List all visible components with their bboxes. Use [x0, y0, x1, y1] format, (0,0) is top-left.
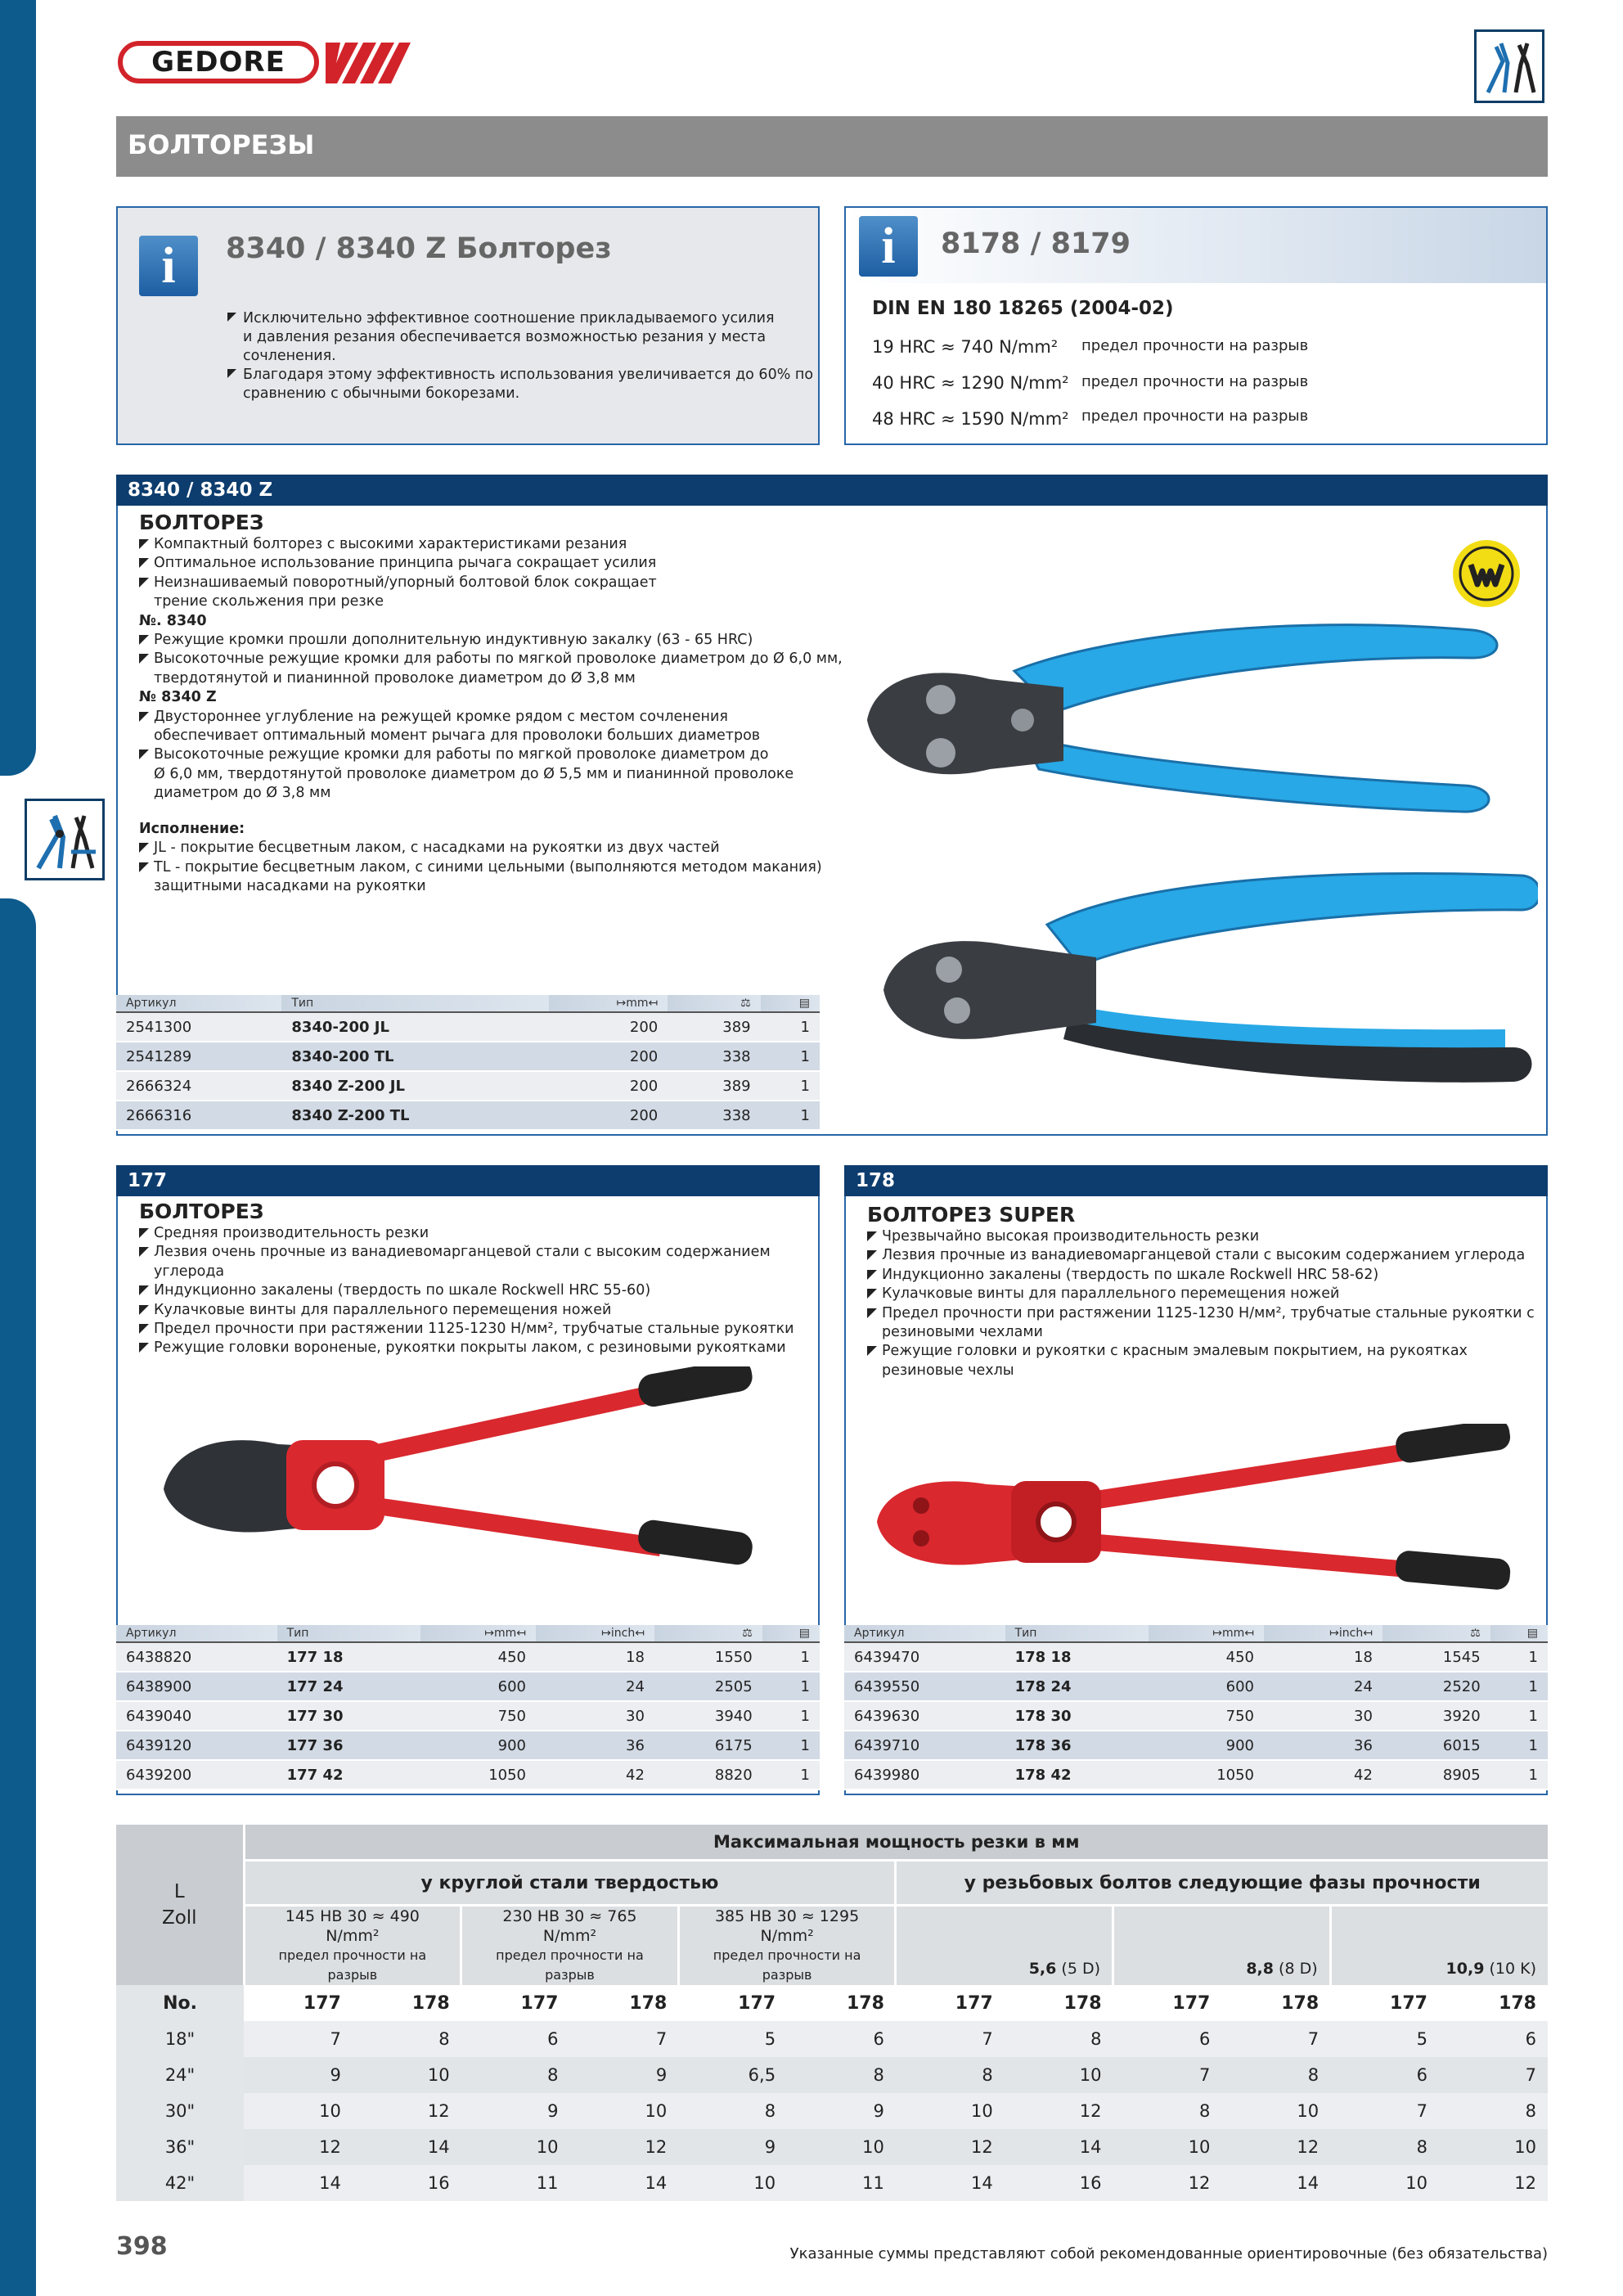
wu-badge-icon — [1453, 540, 1520, 607]
type-code: 177 30 — [277, 1701, 420, 1731]
table-cell: 1 — [761, 1071, 820, 1101]
capacity-value: 8 — [1221, 2057, 1330, 2093]
capacity-value: 12 — [1439, 2165, 1548, 2201]
capacity-value: 11 — [787, 2165, 896, 2201]
column-header: ↦mm↤ — [1149, 1625, 1264, 1642]
table-cell: 36 — [1264, 1731, 1382, 1760]
feature-bullet: Неизнашиваемый поворотный/упорный болтовой блок сокращает — [139, 574, 843, 592]
capacity-value: 14 — [1221, 2165, 1330, 2201]
model-number: 177 — [896, 1985, 1005, 2021]
round-steel-grade: 230 HB 30 ≈ 765 N/mm² предел прочности на разрыв — [461, 1906, 679, 1986]
table-cell: 2520 — [1382, 1672, 1490, 1701]
column-header: Тип — [277, 1625, 420, 1642]
model-number: 177 — [678, 1985, 787, 2021]
length-label: 36" — [116, 2129, 244, 2165]
capacity-value: 14 — [244, 2165, 353, 2201]
type-code: 8340 Z-200 JL — [281, 1071, 549, 1101]
feature-bullet: Режущие головки и рукоятки с красным эмалевым покрытием, на рукоятках — [867, 1342, 1538, 1361]
table-cell: 338 — [668, 1042, 760, 1071]
capacity-value: 8 — [896, 2057, 1005, 2093]
article-number: 6439980 — [844, 1760, 1005, 1790]
table-cell: 1 — [1490, 1672, 1548, 1701]
capacity-value: 6 — [787, 2021, 896, 2057]
feature-bullet: Предел прочности при растяжении 1125-1230 Н/мм², трубчатые стальные рукоятки с — [867, 1304, 1538, 1323]
capacity-value: 5 — [678, 2021, 787, 2057]
table-cell: 42 — [1264, 1760, 1382, 1790]
feature-bullet: Чрезвычайно высокая производительность резки — [867, 1227, 1538, 1246]
type-code: 178 36 — [1005, 1731, 1149, 1760]
capacity-value: 10 — [1221, 2093, 1330, 2129]
type-code: 178 24 — [1005, 1672, 1149, 1701]
table-cell: 1550 — [654, 1642, 762, 1672]
table-row — [844, 1701, 1548, 1731]
table-row — [116, 1071, 820, 1101]
round-steel-grade: 145 HB 30 ≈ 490 N/mm² предел прочности на разрыв — [244, 1906, 461, 1986]
table-cell: 18 — [536, 1642, 654, 1672]
pliers-cutters-icon — [25, 799, 105, 880]
spacer — [139, 804, 843, 820]
table-row — [844, 1642, 1548, 1672]
column-header: ↦mm↤ — [420, 1625, 536, 1642]
capacity-value: 10 — [353, 2057, 461, 2093]
length-label: 30" — [116, 2093, 244, 2129]
capacity-value: 9 — [244, 2057, 353, 2093]
bolt-cutter-177-image — [155, 1366, 777, 1579]
model-number: 178 — [1221, 1985, 1330, 2021]
model-number: 177 — [461, 1985, 570, 2021]
table-cell: 750 — [1149, 1701, 1264, 1731]
length-label: 42" — [116, 2165, 244, 2201]
table-cell: 1 — [1490, 1642, 1548, 1672]
info-title: 8340 / 8340 Z Болторез — [226, 232, 612, 265]
model-number: 177 — [1330, 1985, 1439, 2021]
type-code: 177 24 — [277, 1672, 420, 1701]
column-header: Артикул — [844, 1625, 1005, 1642]
feature-bullet: TL - покрытие бесцветным лаком, с синими цельными (выполняются методом макания) — [139, 858, 843, 877]
model-number: 178 — [353, 1985, 461, 2021]
article-number: 6439200 — [116, 1760, 277, 1790]
table-cell: 30 — [1264, 1701, 1382, 1731]
column-header: ▤ — [762, 1625, 820, 1642]
feature-continuation: резиновые чехлы — [882, 1362, 1014, 1379]
hrc-value: 40 HRC ≈ 1290 N/mm² — [872, 373, 1069, 393]
table-cell: 2505 — [654, 1672, 762, 1701]
table-cell: 36 — [536, 1731, 654, 1760]
feature-continuation: обеспечивает оптимальный момент рычага для проволоки больших диаметров — [154, 727, 761, 745]
capacity-value: 8 — [1439, 2093, 1548, 2129]
table-row — [116, 1012, 820, 1042]
info-title: 8178 / 8179 — [941, 227, 1131, 260]
feature-bullet: Лезвия прочные из ванадиевомарганцевой стали с высоким содержанием углерода — [867, 1246, 1538, 1265]
column-header: ⚖ — [1382, 1625, 1490, 1642]
feature-continuation: диаметром до Ø 3,8 мм — [154, 785, 331, 802]
column-header: Артикул — [116, 995, 281, 1012]
capacity-value: 9 — [678, 2129, 787, 2165]
type-code: 178 42 — [1005, 1760, 1149, 1790]
table-cell: 338 — [668, 1101, 760, 1130]
cutting-capacity-table — [116, 1825, 1548, 2201]
article-number: 6438820 — [116, 1642, 277, 1672]
capacity-value: 8 — [1005, 2021, 1113, 2057]
article-number: 2666324 — [116, 1071, 281, 1101]
length-header: L Zoll — [116, 1825, 244, 1985]
table-cell: 450 — [1149, 1642, 1264, 1672]
table-cell: 1 — [762, 1642, 820, 1672]
feature-subheading: Исполнение: — [139, 820, 245, 837]
feature-list-178 — [867, 1227, 1538, 1380]
info-icon: i — [139, 236, 198, 296]
feature-continuation: защитными насадками на рукоятки — [154, 877, 426, 894]
table-row — [116, 1701, 820, 1731]
article-number: 6439630 — [844, 1701, 1005, 1731]
capacity-value: 8 — [1113, 2093, 1222, 2129]
table-row — [116, 1731, 820, 1760]
capacity-value: 9 — [461, 2093, 570, 2129]
bolt-strength-class: 10,9 (10 K) — [1330, 1906, 1548, 1986]
table-177 — [116, 1625, 820, 1790]
type-code: 8340-200 JL — [281, 1012, 549, 1042]
category-banner: БОЛТОРЕЗЫ — [116, 116, 1548, 177]
capacity-value: 7 — [1221, 2021, 1330, 2057]
table-cell: 30 — [536, 1701, 654, 1731]
type-code: 177 36 — [277, 1731, 420, 1760]
column-header: ⚖ — [668, 995, 760, 1012]
table-cell: 8905 — [1382, 1760, 1490, 1790]
table-cell: 1050 — [420, 1760, 536, 1790]
feature-bullet: Кулачковые винты для параллельного перемещения ножей — [867, 1285, 1538, 1303]
table-cell: 24 — [536, 1672, 654, 1701]
feature-bullet: Индукционно закалены (твердость по шкале Rockwell HRC 58-62) — [867, 1266, 1538, 1285]
table-cell: 1 — [1490, 1760, 1548, 1790]
bolt-strength-class: 8,8 (8 D) — [1113, 1906, 1331, 1986]
table-cell: 900 — [1149, 1731, 1264, 1760]
bolt-cutter-8340-image — [851, 622, 1538, 1113]
round-steel-grade: 385 HB 30 ≈ 1295 N/mm² предел прочности на разрыв — [678, 1906, 896, 1986]
capacity-value: 5 — [1330, 2021, 1439, 2057]
article-number: 6439120 — [116, 1731, 277, 1760]
capacity-value: 10 — [461, 2129, 570, 2165]
gedore-logo: GEDORE — [118, 41, 319, 83]
feature-bullet: Оптимальное использование принципа рычага сокращает усилия — [139, 554, 843, 573]
table-cell: 42 — [536, 1760, 654, 1790]
capacity-value: 9 — [787, 2093, 896, 2129]
article-number: 6439710 — [844, 1731, 1005, 1760]
table-cell: 1 — [1490, 1701, 1548, 1731]
feature-bullet: Лезвия очень прочные из ванадиевомарганцевой стали с высоким содержанием углерода — [139, 1243, 810, 1281]
header-tools-icon — [1474, 29, 1544, 103]
table-cell: 1 — [761, 1012, 820, 1042]
table-cell: 200 — [549, 1101, 668, 1130]
table-cell: 8820 — [654, 1760, 762, 1790]
capacity-value: 6 — [1113, 2021, 1222, 2057]
feature-bullet: Режущие кромки прошли дополнительную индуктивную закалку (63 - 65 HRC) — [139, 631, 843, 650]
table-cell: 1 — [1490, 1731, 1548, 1760]
article-number: 6438900 — [116, 1672, 277, 1701]
footer-note: Указанные суммы представляют собой рекомендованные ориентировочные (без обязательства) — [789, 2245, 1548, 2262]
feature-bullet: Индукционно закалены (твердость по шкале Rockwell HRC 55-60) — [139, 1281, 810, 1300]
svg-text:GEDORE: GEDORE — [422, 1393, 501, 1428]
capacity-value: 12 — [1221, 2129, 1330, 2165]
table-cell: 389 — [668, 1071, 760, 1101]
capacity-value: 10 — [244, 2093, 353, 2129]
column-header: ↦inch↤ — [536, 1625, 654, 1642]
capacity-row — [116, 2129, 1548, 2165]
capacity-row — [116, 2165, 1548, 2201]
column-header: ↦mm↤ — [549, 995, 668, 1012]
capacity-value: 6 — [1439, 2021, 1548, 2057]
feature-bullet: Высокоточные режущие кромки для работы по мягкой проволоке диаметром до — [139, 745, 843, 764]
capacity-value: 11 — [461, 2165, 570, 2201]
feature-subheading: №. 8340 — [139, 612, 207, 629]
table-cell: 1 — [761, 1101, 820, 1130]
table-cell: 1 — [762, 1731, 820, 1760]
model-number: 178 — [569, 1985, 678, 2021]
table-row — [844, 1731, 1548, 1760]
capacity-value: 14 — [896, 2165, 1005, 2201]
logo-stripes-icon — [326, 39, 411, 87]
capacity-value: 16 — [1005, 2165, 1113, 2201]
table-row — [844, 1672, 1548, 1701]
feature-bullet: JL - покрытие бесцветным лаком, с насадками на рукоятки из двух частей — [139, 839, 843, 858]
model-number: 178 — [787, 1985, 896, 2021]
hrc-value: 48 HRC ≈ 1590 N/mm² — [872, 409, 1069, 429]
capacity-value: 7 — [896, 2021, 1005, 2057]
table-cell: 750 — [420, 1701, 536, 1731]
table-cell: 24 — [1264, 1672, 1382, 1701]
table-cell: 3920 — [1382, 1701, 1490, 1731]
table-cell: 200 — [549, 1012, 668, 1042]
capacity-value: 12 — [244, 2129, 353, 2165]
model-number: 178 — [1439, 1985, 1548, 2021]
capacity-value: 8 — [353, 2021, 461, 2057]
table-row — [116, 1642, 820, 1672]
capacity-value: 10 — [1113, 2129, 1222, 2165]
info-icon: i — [859, 216, 918, 277]
capacity-value: 10 — [1439, 2129, 1548, 2165]
left-spine-bottom — [0, 898, 36, 2296]
capacity-value: 16 — [353, 2165, 461, 2201]
capacity-value: 10 — [1330, 2165, 1439, 2201]
article-number: 2541289 — [116, 1042, 281, 1071]
table-cell: 1 — [762, 1672, 820, 1701]
capacity-row — [116, 2021, 1548, 2057]
capacity-value: 12 — [569, 2129, 678, 2165]
feature-continuation: Ø 6,0 мм, твердотянутой проволоке диаметром до Ø 5,5 мм и пианинной проволоке — [154, 765, 794, 782]
capacity-title: Максимальная мощность резки в мм — [244, 1825, 1548, 1861]
capacity-value: 9 — [569, 2057, 678, 2093]
table-8340 — [116, 995, 820, 1131]
product-title: БОЛТОРЕЗ — [139, 1200, 264, 1223]
feature-bullet: Режущие головки вороненые, рукоятки покрыты лаком, с резиновыми рукоятками — [139, 1339, 810, 1357]
model-number: 177 — [1113, 1985, 1222, 2021]
length-label: 24" — [116, 2057, 244, 2093]
table-cell: 3940 — [654, 1701, 762, 1731]
column-header: Тип — [281, 995, 549, 1012]
capacity-value: 7 — [244, 2021, 353, 2057]
feature-bullet: Кулачковые винты для параллельного перемещения ножей — [139, 1301, 810, 1320]
column-header: ▤ — [761, 995, 820, 1012]
capacity-value: 10 — [1005, 2057, 1113, 2093]
left-spine-top — [0, 0, 36, 776]
bolt-strength-class: 5,6 (5 D) — [896, 1906, 1113, 1986]
type-code: 8340-200 TL — [281, 1042, 549, 1071]
table-cell: 1 — [762, 1701, 820, 1731]
capacity-value: 6 — [1330, 2057, 1439, 2093]
model-number: 178 — [1005, 1985, 1113, 2021]
table-cell: 200 — [549, 1071, 668, 1101]
hrc-note: предел прочности на разрыв — [1081, 373, 1309, 390]
group-round-steel: у круглой стали твердостью — [244, 1861, 896, 1906]
table-cell: 1050 — [1149, 1760, 1264, 1790]
feature-bullet: Компактный болторез с высокими характеристиками резания — [139, 535, 843, 554]
article-number: 2541300 — [116, 1012, 281, 1042]
column-header: Артикул — [116, 1625, 277, 1642]
column-header: Тип — [1005, 1625, 1149, 1642]
product-title: БОЛТОРЕЗ SUPER — [867, 1203, 1076, 1227]
type-code: 177 18 — [277, 1642, 420, 1672]
capacity-value: 14 — [1005, 2129, 1113, 2165]
table-cell: 1 — [762, 1760, 820, 1790]
capacity-value: 10 — [787, 2129, 896, 2165]
column-header: ⚖ — [654, 1625, 762, 1642]
feature-bullet: Высокоточные режущие кромки для работы по мягкой проволоке диаметром до Ø 6,0 мм, — [139, 650, 843, 669]
table-row — [116, 1760, 820, 1790]
table-cell: 389 — [668, 1012, 760, 1042]
table-cell: 6015 — [1382, 1731, 1490, 1760]
capacity-value: 8 — [461, 2057, 570, 2093]
article-number: 6439550 — [844, 1672, 1005, 1701]
hrc-value: 19 HRC ≈ 740 N/mm² — [872, 337, 1059, 357]
capacity-value: 6 — [461, 2021, 570, 2057]
din-standard: DIN EN 180 18265 (2004-02) — [872, 298, 1174, 319]
table-cell: 1 — [761, 1042, 820, 1071]
capacity-value: 7 — [1113, 2057, 1222, 2093]
table-row — [116, 1042, 820, 1071]
capacity-value: 7 — [569, 2021, 678, 2057]
article-number: 6439040 — [116, 1701, 277, 1731]
table-cell: 200 — [549, 1042, 668, 1071]
capacity-row — [116, 2057, 1548, 2093]
model-number: 177 — [244, 1985, 353, 2021]
table-cell: 1545 — [1382, 1642, 1490, 1672]
section-bar-8340: 8340 / 8340 Z — [116, 475, 1548, 506]
table-cell: 6175 — [654, 1731, 762, 1760]
capacity-value: 12 — [1113, 2165, 1222, 2201]
capacity-value: 8 — [1330, 2129, 1439, 2165]
capacity-value: 12 — [896, 2129, 1005, 2165]
feature-continuation: твердотянутой и пианинной проволоке диаметром до Ø 3,8 мм — [154, 669, 636, 687]
section-bar-178: 178 — [844, 1165, 1548, 1196]
capacity-value: 12 — [353, 2093, 461, 2129]
table-cell: 450 — [420, 1642, 536, 1672]
no-label: No. — [116, 1985, 244, 2021]
capacity-value: 7 — [1330, 2093, 1439, 2129]
table-cell: 900 — [420, 1731, 536, 1760]
info-box-8340 — [116, 206, 820, 445]
table-cell: 600 — [420, 1672, 536, 1701]
feature-continuation: резиновыми чехлами — [882, 1324, 1043, 1341]
capacity-row — [116, 2093, 1548, 2129]
type-code: 8340 Z-200 TL — [281, 1101, 549, 1130]
capacity-value: 10 — [678, 2165, 787, 2201]
feature-bullet: Предел прочности при растяжении 1125-1230 Н/мм², трубчатые стальные рукоятки — [139, 1320, 810, 1339]
hrc-note: предел прочности на разрыв — [1081, 407, 1309, 425]
info-text: Исключительно эффективное соотношение прикладываемого усилия и давления резания обеспечивается возможностью резания у места сочленения. Благодаря этому эффективность использования увеличивается до 60% по сравнению с обычными бокорезами. — [227, 309, 813, 403]
group-bolts: у резьбовых болтов следующие фазы прочности — [896, 1861, 1548, 1906]
table-cell: 600 — [1149, 1672, 1264, 1701]
section-bar-177: 177 — [116, 1165, 820, 1196]
capacity-value: 14 — [569, 2165, 678, 2201]
product-title: БОЛТОРЕЗ — [139, 511, 264, 534]
length-label: 18" — [116, 2021, 244, 2057]
feature-list-177 — [139, 1224, 810, 1358]
column-header: ▤ — [1490, 1625, 1548, 1642]
type-code: 178 30 — [1005, 1701, 1149, 1731]
table-row — [116, 1672, 820, 1701]
feature-bullet: Средняя производительность резки — [139, 1224, 810, 1243]
capacity-value: 14 — [353, 2129, 461, 2165]
page-number: 398 — [116, 2232, 168, 2261]
feature-list-8340 — [139, 535, 843, 896]
capacity-value: 10 — [569, 2093, 678, 2129]
capacity-value: 12 — [1005, 2093, 1113, 2129]
capacity-value: 10 — [896, 2093, 1005, 2129]
article-number: 6439470 — [844, 1642, 1005, 1672]
type-code: 177 42 — [277, 1760, 420, 1790]
column-header: ↦inch↤ — [1264, 1625, 1382, 1642]
feature-continuation: трение скольжения при резке — [154, 593, 384, 610]
capacity-value: 6,5 — [678, 2057, 787, 2093]
bolt-cutter-178-image — [872, 1424, 1526, 1604]
table-178 — [844, 1625, 1548, 1790]
capacity-value: 8 — [678, 2093, 787, 2129]
capacity-value: 8 — [787, 2057, 896, 2093]
table-row — [116, 1101, 820, 1130]
feature-bullet: Двустороннее углубление на режущей кромке рядом с местом сочленения — [139, 708, 843, 727]
article-number: 2666316 — [116, 1101, 281, 1130]
info-box-8178 — [844, 206, 1548, 445]
feature-subheading: № 8340 Z — [139, 689, 217, 706]
capacity-value: 7 — [1439, 2057, 1548, 2093]
table-row — [844, 1760, 1548, 1790]
type-code: 178 18 — [1005, 1642, 1149, 1672]
hrc-note: предел прочности на разрыв — [1081, 337, 1309, 354]
table-cell: 18 — [1264, 1642, 1382, 1672]
